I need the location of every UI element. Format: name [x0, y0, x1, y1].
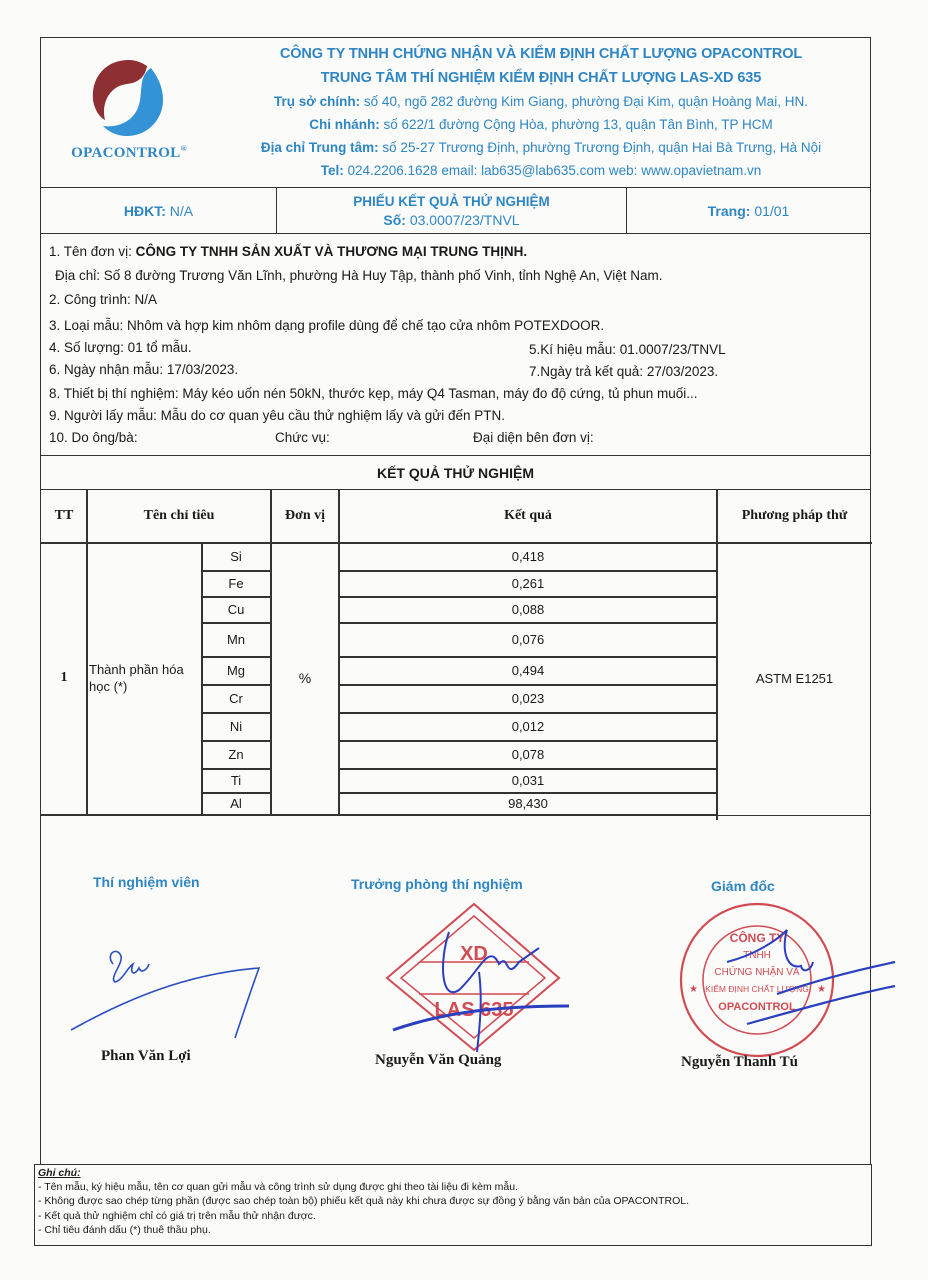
- title-bar: [40, 188, 871, 234]
- document-title: PHIẾU KẾT QUẢ THỬ NGHIỆM Số: 03.0007/23/TNVL: [277, 188, 627, 233]
- notes-section: [34, 1164, 872, 1246]
- signer-name-director: Nguyễn Thanh Tú: [681, 1054, 799, 1070]
- result-date: 7.Ngày trả kết quả: 27/03/2023.: [529, 364, 719, 379]
- unit-value: %: [298, 670, 312, 686]
- element-value: 98,430: [508, 795, 548, 811]
- element-value: 0,078: [511, 746, 545, 762]
- element-symbol: Cr: [229, 690, 243, 706]
- letterhead: [40, 37, 871, 188]
- page-number: Trang: 01/01: [707, 202, 790, 219]
- svg-text:XD: XD: [460, 943, 488, 965]
- unit-address: Địa chỉ: Số 8 đường Trương Văn Lĩnh, phường Hà Huy Tập, thành phố Vinh, tỉnh Nghệ An, Việt Nam.: [55, 268, 663, 283]
- col-header-tt: TT: [54, 508, 74, 523]
- col-header-method: Phương pháp thử: [741, 508, 848, 523]
- element-symbol: Ti: [230, 772, 242, 788]
- element-value: 0,088: [511, 601, 545, 617]
- signature-tester-icon: [65, 934, 275, 1044]
- svg-text:TNHH: TNHH: [743, 950, 771, 961]
- note-item: - Không được sao chép từng phần (được sao chép toàn bộ) phiếu kết quả này khi chưa được sự đồng ý bằng văn bản của OPACONTROL.: [38, 1195, 690, 1208]
- test-method: ASTM E1251: [755, 670, 834, 686]
- center-name: TRUNG TÂM THÍ NGHIỆM KIỂM ĐỊNH CHẤT LƯỢNG LAS-XD 635: [320, 70, 762, 86]
- opacontrol-logo: [59, 52, 199, 182]
- stamp-opacontrol-icon: [677, 900, 897, 1060]
- company-name: CÔNG TY TNHH CHỨNG NHẬN VÀ KIỂM ĐỊNH CHẤT LƯỢNG OPACONTROL: [279, 46, 803, 62]
- element-symbol: Ni: [229, 718, 243, 734]
- col-header-criterion: Tên chỉ tiêu: [143, 508, 215, 523]
- signer-name-tester: Phan Văn Lợi: [101, 1048, 191, 1064]
- contract-number: HĐKT: N/A: [41, 188, 277, 233]
- note-item: - Tên mẫu, ký hiệu mẫu, tên cơ quan gửi mẫu và công trình sử dụng được ghi theo tài liệu đi kèm mẫu.: [38, 1181, 518, 1194]
- signature-section: [40, 816, 871, 1164]
- col-header-result: Kết quả: [504, 508, 552, 523]
- svg-text:LAS 635: LAS 635: [434, 999, 514, 1021]
- element-symbol: Mg: [226, 662, 246, 678]
- element-symbol: Si: [230, 548, 242, 564]
- element-value: 0,076: [511, 631, 545, 647]
- logo-mark-icon: [87, 56, 171, 140]
- web-link[interactable]: www.opavietnam.vn: [641, 163, 762, 178]
- branch-address: Chi nhánh: số 622/1 đường Cộng Hòa, phường 13, quận Tân Bình, TP HCM: [309, 117, 773, 132]
- project: 2. Công trình: N/A: [49, 292, 158, 307]
- signer-role-director: Giám đốc: [711, 878, 775, 894]
- contact-line: Tel: 024.2206.1628 email: lab635@lab635.com web: www.opavietnam.vn: [320, 163, 762, 178]
- element-value: 0,023: [511, 690, 545, 706]
- svg-text:★: ★: [817, 984, 826, 995]
- by-person: 10. Do ông/bà:: [49, 430, 138, 445]
- signer-name-lab-head: Nguyễn Văn Quảng: [375, 1052, 502, 1068]
- sampler: 9. Người lấy mẫu: Mẫu do cơ quan yêu cầu thử nghiệm lấy và gửi đến PTN.: [49, 408, 506, 423]
- svg-text:★: ★: [689, 984, 698, 995]
- criterion-name: Thành phần hóa học (*): [89, 662, 184, 694]
- element-symbol: Cu: [227, 601, 245, 617]
- note-item: - Kết quả thử nghiệm chỉ có giá trị trên mẫu thử nhận được.: [38, 1209, 316, 1222]
- note-item: - Chỉ tiêu đánh dấu (*) thuê thầu phụ.: [38, 1223, 211, 1236]
- quantity: 4. Số lượng: 01 tổ mẫu.: [49, 340, 192, 355]
- unit-name: 1. Tên đơn vị: CÔNG TY TNHH SẢN XUẤT VÀ THƯƠNG MẠI TRUNG THỊNH.: [49, 244, 528, 259]
- element-symbol: Al: [230, 795, 242, 811]
- svg-text:OPACONTROL: OPACONTROL: [718, 1001, 796, 1013]
- head-office: Trụ sở chính: số 40, ngõ 282 đường Kim Giang, phường Đại Kim, quận Hoàng Mai, HN.: [274, 94, 808, 109]
- company-info: [221, 42, 861, 182]
- signer-role-lab-head: Trưởng phòng thí nghiệm: [351, 876, 523, 892]
- equipment: 8. Thiết bị thí nghiệm: Máy kéo uốn nén 50kN, thước kẹp, máy Q4 Tasman, máy đo độ cứng, tủ phun muối...: [49, 386, 698, 401]
- col-header-unit: Đơn vị: [284, 508, 326, 523]
- position: Chức vụ:: [275, 430, 330, 445]
- element-value: 0,418: [511, 548, 545, 564]
- element-symbol: Mn: [226, 631, 246, 647]
- element-value: 0,261: [511, 575, 545, 591]
- element-value: 0,494: [511, 662, 545, 678]
- svg-text:KIỂM ĐỊNH CHẤT LƯỢNG: KIỂM ĐỊNH CHẤT LƯỢNG: [705, 984, 809, 994]
- svg-text:CÔNG TY: CÔNG TY: [729, 931, 785, 945]
- sample-code: 5.Kí hiệu mẫu: 01.0007/23/TNVL: [529, 342, 726, 357]
- document-number: Số: 03.0007/23/TNVL: [383, 211, 520, 228]
- notes-title: Ghi chú:: [38, 1167, 81, 1179]
- logo-text: OPACONTROL®: [71, 144, 187, 161]
- signer-role-tester: Thí nghiệm viên: [93, 874, 200, 890]
- results-table: [40, 456, 871, 816]
- element-value: 0,031: [511, 772, 545, 788]
- sample-info: [40, 234, 871, 456]
- sample-type: 3. Loại mẫu: Nhôm và hợp kim nhôm dạng profile dùng để chế tạo cửa nhôm POTEXDOOR.: [49, 318, 605, 333]
- row-number: 1: [60, 670, 68, 685]
- element-symbol: Fe: [228, 575, 244, 591]
- svg-text:CHỨNG NHẬN VÀ: CHỨNG NHẬN VÀ: [714, 967, 800, 978]
- results-title: KẾT QUẢ THỬ NGHIỆM: [41, 456, 870, 490]
- element-symbol: Zn: [228, 746, 244, 762]
- stamp-las-xd-635-icon: [379, 902, 569, 1052]
- center-address: Địa chỉ Trung tâm: số 25-27 Trương Định, phường Trương Định, quận Hai Bà Trưng, Hà Nội: [260, 140, 822, 155]
- received-date: 6. Ngày nhận mẫu: 17/03/2023.: [49, 362, 239, 377]
- representative: Đại diện bên đơn vị:: [473, 430, 594, 445]
- email-link[interactable]: lab635@lab635.com: [481, 163, 606, 178]
- element-value: 0,012: [511, 718, 545, 734]
